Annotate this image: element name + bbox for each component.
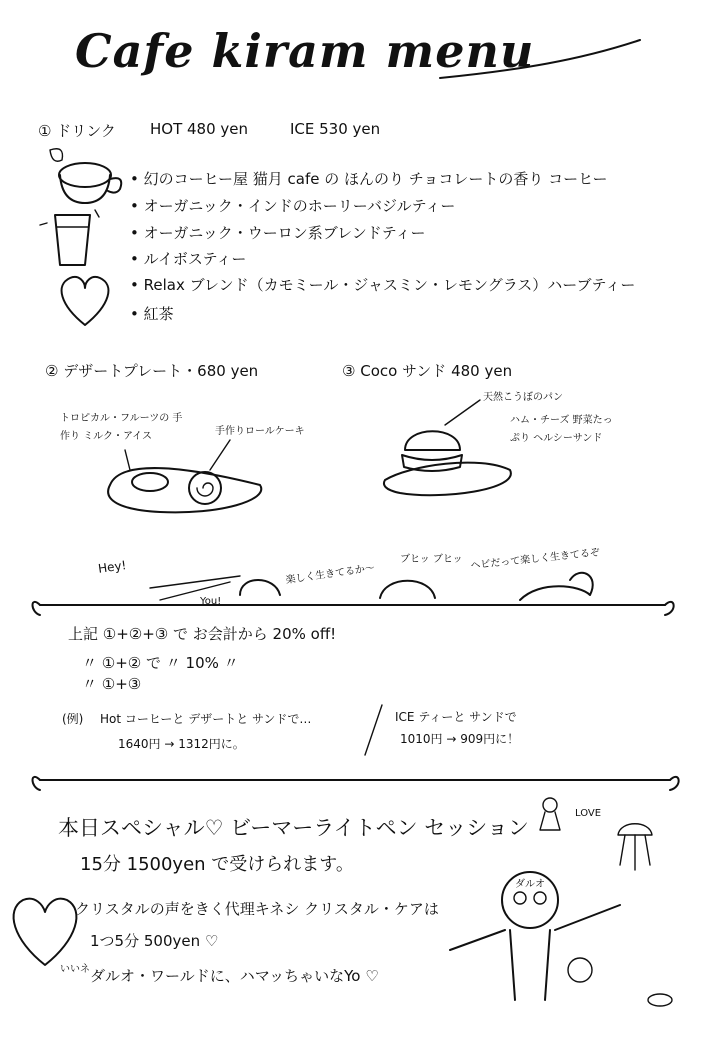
daruo-character-icon bbox=[430, 860, 690, 1030]
coffee-cup-icon bbox=[40, 145, 130, 205]
special-line-4: 1つ5分 500yen ♡ bbox=[90, 932, 219, 950]
jellyfish-icon bbox=[610, 815, 670, 875]
divider-1 bbox=[0, 560, 701, 620]
example-2-calc: 1010円 → 909円に！ bbox=[400, 732, 520, 746]
drinks-heading: ① ドリンク bbox=[38, 122, 116, 140]
dessert-plate-icon bbox=[100, 440, 270, 520]
drink-item-6: • 紅茶 bbox=[130, 305, 174, 323]
title-swash-icon bbox=[0, 0, 701, 120]
set-line-3: 〃 ①+③ bbox=[82, 675, 142, 693]
hey-text: Hey! bbox=[97, 558, 128, 576]
right-phrase: ヘビだって楽しく生きてるぞ bbox=[469, 547, 601, 572]
set-line-2: 〃 ①+② で 〃 10% 〃 bbox=[82, 654, 239, 672]
drink-item-1: • 幻のコーヒー屋 猫月 cafe の ほんのり チョコレートの香り コーヒー bbox=[130, 170, 608, 188]
heart-icon bbox=[5, 890, 85, 970]
daruo-label: ダルオ bbox=[515, 879, 545, 890]
special-line-1: 本日スペシャル♡ ビーマーライトペン セッション bbox=[58, 816, 529, 840]
drink-item-4: • ルイボスティー bbox=[130, 250, 247, 268]
love-label: LOVE bbox=[575, 808, 602, 819]
menu-title: Cafe kiram menu bbox=[75, 24, 535, 78]
hot-price: HOT 480 yen bbox=[150, 120, 249, 138]
dessert-ice-label: トロピカル・フルーツの 手作り ミルク・アイス bbox=[60, 413, 183, 442]
example-label: (例) bbox=[62, 712, 84, 726]
bu-text: ブヒッ ブヒッ bbox=[400, 554, 463, 565]
drink-item-2: • オーガニック・インドのホーリーバジルティー bbox=[130, 197, 456, 215]
drink-item-5: • Relax ブレンド（カモミール・ジャスミン・レモングラス）ハーブティー bbox=[130, 276, 636, 294]
divider-2 bbox=[0, 760, 701, 810]
example-2: ICE ティーと サンドで bbox=[395, 710, 517, 724]
iine-label: いいネ bbox=[60, 964, 90, 975]
heart-face-icon bbox=[55, 270, 115, 330]
example-1: Hot コーヒーと デザートと サンドで… bbox=[100, 712, 312, 726]
slash-divider bbox=[360, 700, 390, 760]
special-line-3: クリスタルの声をきく代理キネシ クリスタル・ケアは bbox=[75, 900, 439, 918]
you-text: You! bbox=[200, 596, 222, 607]
ice-price: ICE 530 yen bbox=[290, 120, 381, 138]
example-1-calc: 1640円 → 1312円に。 bbox=[118, 737, 245, 751]
sand-heading: ③ Coco サンド 480 yen bbox=[342, 362, 513, 380]
glass-icon bbox=[35, 205, 105, 270]
dessert-cake-label: 手作りロールケーキ bbox=[215, 426, 305, 437]
set-line-1: 上記 ①+②+③ で お会計から 20% off! bbox=[68, 625, 337, 643]
sand-bread-label: 天然こうぼのパン bbox=[483, 392, 563, 403]
drink-item-3: • オーガニック・ウーロン系ブレンドティー bbox=[130, 224, 426, 242]
special-line-5: ダルオ・ワールドに、ハマッちゃいなYo ♡ bbox=[90, 967, 379, 985]
sand-fill-label: ハム・チーズ 野菜たっぷり ヘルシーサンド bbox=[510, 415, 613, 444]
dessert-heading: ② デザートプレート・680 yen bbox=[45, 362, 259, 380]
left-phrase: 楽しく生きてるか〜 bbox=[284, 562, 376, 587]
special-line-2: 15分 1500yen で受けられます。 bbox=[80, 854, 354, 875]
angel-icon bbox=[520, 790, 580, 840]
sandwich-icon bbox=[380, 395, 520, 500]
